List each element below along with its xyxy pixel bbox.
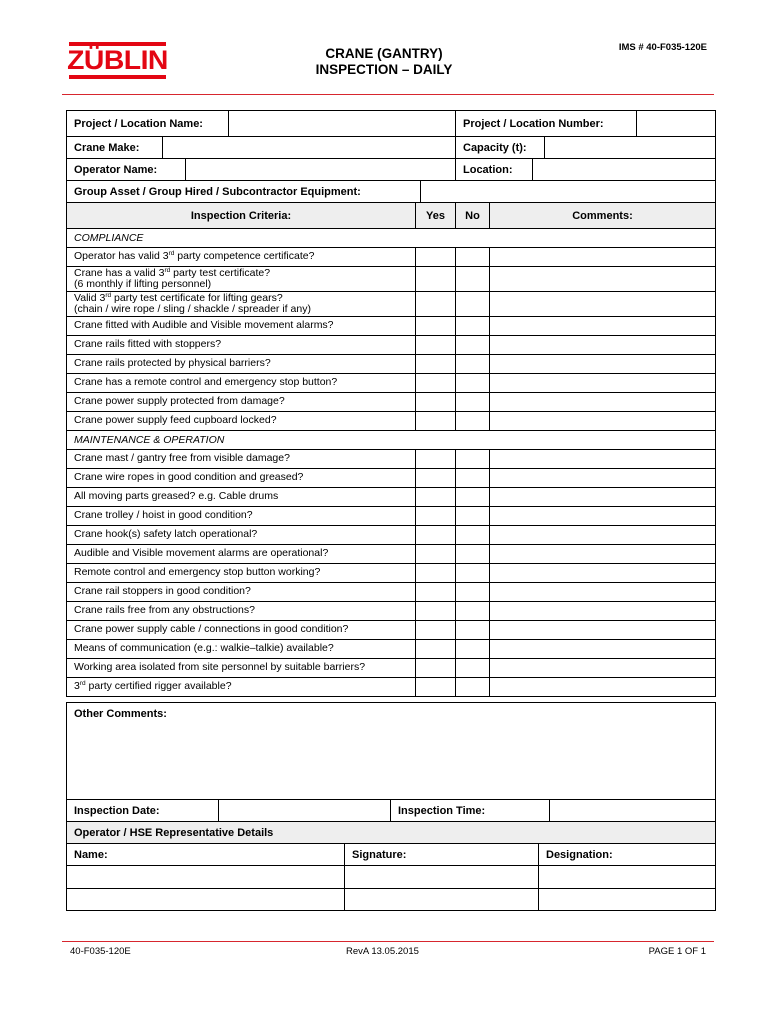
project-location-number-field[interactable] bbox=[637, 111, 716, 137]
criteria-line bbox=[74, 358, 415, 370]
criteria-line bbox=[74, 396, 415, 408]
location-field[interactable] bbox=[533, 159, 716, 181]
criteria-row bbox=[67, 248, 716, 267]
yes-checkbox-cell[interactable] bbox=[416, 583, 456, 602]
comment-cell[interactable] bbox=[490, 292, 716, 317]
criteria-line bbox=[74, 643, 415, 655]
comment-cell[interactable] bbox=[490, 583, 716, 602]
criteria-row bbox=[67, 412, 716, 431]
yes-checkbox-cell[interactable] bbox=[416, 507, 456, 526]
criteria-line bbox=[74, 510, 415, 522]
project-location-name-label: Project / Location Name: bbox=[67, 111, 229, 137]
comment-cell[interactable] bbox=[490, 412, 716, 431]
name-label: Name: bbox=[67, 844, 345, 866]
criteria-row bbox=[67, 526, 716, 545]
no-checkbox-cell[interactable] bbox=[456, 374, 490, 393]
no-checkbox-cell[interactable] bbox=[456, 292, 490, 317]
inspection-time-label: Inspection Time: bbox=[391, 800, 550, 822]
criteria-text-pre: Remote control and emergency stop button working? bbox=[74, 566, 321, 579]
section-row bbox=[67, 431, 716, 450]
criteria-text bbox=[67, 292, 416, 317]
criteria-text-post: party test certificate? bbox=[170, 266, 271, 279]
criteria-header-row bbox=[67, 203, 716, 229]
criteria-text-pre: Crane power supply feed cupboard locked? bbox=[74, 414, 277, 427]
criteria-text-pre: Audible and Visible movement alarms are operational? bbox=[74, 547, 329, 560]
footer-page: PAGE 1 OF 1 bbox=[648, 946, 706, 957]
ordinal-suffix: rd bbox=[105, 291, 112, 299]
criteria-row bbox=[67, 267, 716, 292]
no-checkbox-cell[interactable] bbox=[456, 545, 490, 564]
criteria-row bbox=[67, 393, 716, 412]
comments-header: Comments: bbox=[490, 203, 716, 229]
criteria-text-pre: Crane has a valid 3 bbox=[74, 266, 165, 279]
criteria-text bbox=[67, 602, 416, 621]
info-table-2 bbox=[66, 136, 716, 159]
yes-checkbox-cell[interactable] bbox=[416, 317, 456, 336]
designation-label: Designation: bbox=[539, 844, 716, 866]
criteria-row bbox=[67, 292, 716, 317]
ordinal-suffix: rd bbox=[79, 680, 86, 688]
criteria-row bbox=[67, 640, 716, 659]
ims-number: IMS # 40-F035-120E bbox=[618, 42, 707, 53]
criteria-text-pre: Crane trolley / hoist in good condition? bbox=[74, 509, 253, 522]
no-checkbox-cell[interactable] bbox=[456, 640, 490, 659]
criteria-text bbox=[67, 393, 416, 412]
criteria-row bbox=[67, 450, 716, 469]
operator-name-label: Operator Name: bbox=[67, 159, 186, 181]
criteria-line bbox=[74, 320, 415, 332]
section-row bbox=[67, 229, 716, 248]
other-comments-table bbox=[66, 702, 716, 800]
section-heading: MAINTENANCE & OPERATION bbox=[67, 431, 716, 450]
criteria-text bbox=[67, 336, 416, 355]
project-location-name-field[interactable] bbox=[229, 111, 456, 137]
yes-checkbox-cell[interactable] bbox=[416, 469, 456, 488]
no-header: No bbox=[456, 203, 490, 229]
yes-checkbox-cell[interactable] bbox=[416, 640, 456, 659]
criteria-row bbox=[67, 659, 716, 678]
comment-cell[interactable] bbox=[490, 248, 716, 267]
comment-cell[interactable] bbox=[490, 336, 716, 355]
yes-header: Yes bbox=[416, 203, 456, 229]
logo-text: ZÜBLIN bbox=[67, 45, 168, 75]
criteria-line bbox=[74, 377, 415, 389]
designation-field-2[interactable] bbox=[539, 889, 716, 911]
comment-cell[interactable] bbox=[490, 317, 716, 336]
criteria-text-pre: Crane rails fitted with stoppers? bbox=[74, 338, 222, 351]
criteria-text-pre: Crane hook(s) safety latch operational? bbox=[74, 528, 258, 541]
title-line-2: INSPECTION – DAILY bbox=[315, 62, 453, 77]
comment-cell[interactable] bbox=[490, 621, 716, 640]
crane-make-label: Crane Make: bbox=[67, 137, 163, 159]
comment-cell[interactable] bbox=[490, 267, 716, 292]
criteria-text-post: party test certificate for lifting gears? bbox=[111, 291, 283, 304]
inspection-table bbox=[66, 799, 716, 822]
no-checkbox-cell[interactable] bbox=[456, 602, 490, 621]
criteria-text-pre: Crane power supply protected from damage? bbox=[74, 395, 285, 408]
criteria-line bbox=[74, 548, 415, 560]
group-asset-label: Group Asset / Group Hired / Subcontractor Equipment: bbox=[67, 181, 421, 203]
no-checkbox-cell[interactable] bbox=[456, 678, 490, 697]
no-checkbox-cell[interactable] bbox=[456, 336, 490, 355]
criteria-header: Inspection Criteria: bbox=[67, 203, 416, 229]
criteria-text-pre: Crane power supply cable / connections in good condition? bbox=[74, 623, 349, 636]
criteria-text bbox=[67, 267, 416, 292]
criteria-line bbox=[74, 415, 415, 427]
criteria-text-pre: Crane mast / gantry free from visible damage? bbox=[74, 452, 290, 465]
ordinal-suffix: rd bbox=[164, 266, 171, 274]
capacity-label: Capacity (t): bbox=[456, 137, 545, 159]
yes-checkbox-cell[interactable] bbox=[416, 602, 456, 621]
criteria-text bbox=[67, 678, 416, 697]
criteria-line bbox=[74, 586, 415, 598]
criteria-text-pre: Crane has a remote control and emergency stop button? bbox=[74, 376, 338, 389]
criteria-text-pre: Working area isolated from site personnel by suitable barriers? bbox=[74, 661, 366, 674]
comment-cell[interactable] bbox=[490, 488, 716, 507]
criteria-text bbox=[67, 374, 416, 393]
criteria-note: (chain / wire rope / sling / shackle / spreader if any) bbox=[74, 303, 311, 315]
no-checkbox-cell[interactable] bbox=[456, 469, 490, 488]
signature-field-1[interactable] bbox=[345, 866, 539, 889]
no-checkbox-cell[interactable] bbox=[456, 267, 490, 292]
comment-cell[interactable] bbox=[490, 526, 716, 545]
criteria-row bbox=[67, 583, 716, 602]
comment-cell[interactable] bbox=[490, 374, 716, 393]
criteria-line bbox=[74, 491, 415, 503]
inspection-time-field[interactable] bbox=[550, 800, 716, 822]
yes-checkbox-cell[interactable] bbox=[416, 336, 456, 355]
capacity-field[interactable] bbox=[545, 137, 716, 159]
criteria-line bbox=[74, 339, 415, 351]
inspection-date-field[interactable] bbox=[219, 800, 391, 822]
yes-checkbox-cell[interactable] bbox=[416, 450, 456, 469]
criteria-text bbox=[67, 583, 416, 602]
criteria-line bbox=[74, 529, 415, 541]
header-divider bbox=[62, 94, 714, 95]
location-label: Location: bbox=[456, 159, 533, 181]
details-table bbox=[66, 821, 716, 911]
no-checkbox-cell[interactable] bbox=[456, 583, 490, 602]
name-field-1[interactable] bbox=[67, 866, 345, 889]
info-table-4 bbox=[66, 180, 716, 203]
criteria-text bbox=[67, 659, 416, 678]
no-checkbox-cell[interactable] bbox=[456, 450, 490, 469]
other-comments-label[interactable]: Other Comments: bbox=[67, 703, 716, 800]
signature-field-2[interactable] bbox=[345, 889, 539, 911]
yes-checkbox-cell[interactable] bbox=[416, 374, 456, 393]
comment-cell[interactable] bbox=[490, 450, 716, 469]
no-checkbox-cell[interactable] bbox=[456, 526, 490, 545]
no-checkbox-cell[interactable] bbox=[456, 507, 490, 526]
comment-cell[interactable] bbox=[490, 545, 716, 564]
footer-code: 40-F035-120E bbox=[70, 946, 131, 957]
criteria-text bbox=[67, 469, 416, 488]
footer-divider bbox=[62, 941, 714, 942]
criteria-text-pre: Crane rail stoppers in good condition? bbox=[74, 585, 251, 598]
group-asset-field[interactable] bbox=[421, 181, 716, 203]
info-table bbox=[66, 110, 716, 137]
no-checkbox-cell[interactable] bbox=[456, 488, 490, 507]
criteria-row bbox=[67, 488, 716, 507]
title-line-1: CRANE (GANTRY) bbox=[325, 46, 443, 61]
criteria-text bbox=[67, 488, 416, 507]
operator-name-field[interactable] bbox=[186, 159, 456, 181]
no-checkbox-cell[interactable] bbox=[456, 248, 490, 267]
criteria-line bbox=[74, 251, 415, 263]
criteria-text bbox=[67, 507, 416, 526]
criteria-text bbox=[67, 317, 416, 336]
no-checkbox-cell[interactable] bbox=[456, 412, 490, 431]
signature-label: Signature: bbox=[345, 844, 539, 866]
project-location-number-label: Project / Location Number: bbox=[456, 111, 637, 137]
criteria-row bbox=[67, 317, 716, 336]
yes-checkbox-cell[interactable] bbox=[416, 526, 456, 545]
no-checkbox-cell[interactable] bbox=[456, 355, 490, 374]
criteria-text bbox=[67, 248, 416, 267]
criteria-line bbox=[74, 453, 415, 465]
yes-checkbox-cell[interactable] bbox=[416, 355, 456, 374]
criteria-text-pre: Operator has valid 3 bbox=[74, 250, 169, 263]
info-table-3 bbox=[66, 158, 716, 181]
yes-checkbox-cell[interactable] bbox=[416, 267, 456, 292]
criteria-row bbox=[67, 374, 716, 393]
criteria-text-pre: All moving parts greased? e.g. Cable drums bbox=[74, 490, 279, 503]
footer-revision: RevA 13.05.2015 bbox=[346, 946, 419, 957]
criteria-text-pre: Crane wire ropes in good condition and greased? bbox=[74, 471, 304, 484]
criteria-text-pre: Crane rails free from any obstructions? bbox=[74, 604, 255, 617]
no-checkbox-cell[interactable] bbox=[456, 621, 490, 640]
criteria-text-pre: 3 bbox=[74, 680, 80, 693]
yes-checkbox-cell[interactable] bbox=[416, 412, 456, 431]
criteria-text bbox=[67, 355, 416, 374]
criteria-text-pre: Valid 3 bbox=[74, 291, 106, 304]
criteria-text bbox=[67, 412, 416, 431]
criteria-text-pre: Crane rails protected by physical barriers? bbox=[74, 357, 271, 370]
criteria-row bbox=[67, 469, 716, 488]
comment-cell[interactable] bbox=[490, 602, 716, 621]
comment-cell[interactable] bbox=[490, 355, 716, 374]
name-field-2[interactable] bbox=[67, 889, 345, 911]
ordinal-suffix: rd bbox=[168, 250, 175, 258]
criteria-line bbox=[74, 624, 415, 636]
no-checkbox-cell[interactable] bbox=[456, 317, 490, 336]
yes-checkbox-cell[interactable] bbox=[416, 678, 456, 697]
criteria-row bbox=[67, 678, 716, 697]
yes-checkbox-cell[interactable] bbox=[416, 248, 456, 267]
criteria-text-post: party certified rigger available? bbox=[85, 680, 232, 693]
yes-checkbox-cell[interactable] bbox=[416, 292, 456, 317]
designation-field-1[interactable] bbox=[539, 866, 716, 889]
criteria-table bbox=[66, 202, 716, 697]
comment-cell[interactable] bbox=[490, 659, 716, 678]
criteria-text bbox=[67, 621, 416, 640]
no-checkbox-cell[interactable] bbox=[456, 564, 490, 583]
comment-cell[interactable] bbox=[490, 678, 716, 697]
criteria-line bbox=[74, 605, 415, 617]
criteria-body bbox=[67, 203, 716, 697]
comment-cell[interactable] bbox=[490, 469, 716, 488]
no-checkbox-cell[interactable] bbox=[456, 393, 490, 412]
comment-cell[interactable] bbox=[490, 393, 716, 412]
yes-checkbox-cell[interactable] bbox=[416, 488, 456, 507]
yes-checkbox-cell[interactable] bbox=[416, 393, 456, 412]
criteria-note: (6 monthly if lifting personnel) bbox=[74, 278, 212, 290]
criteria-text-pre: Crane fitted with Audible and Visible movement alarms? bbox=[74, 319, 334, 332]
yes-checkbox-cell[interactable] bbox=[416, 659, 456, 678]
yes-checkbox-cell[interactable] bbox=[416, 564, 456, 583]
details-heading: Operator / HSE Representative Details bbox=[67, 822, 716, 844]
criteria-text-post: party competence certificate? bbox=[174, 250, 315, 263]
no-checkbox-cell[interactable] bbox=[456, 659, 490, 678]
criteria-text bbox=[67, 545, 416, 564]
criteria-text bbox=[67, 526, 416, 545]
criteria-row bbox=[67, 355, 716, 374]
criteria-row bbox=[67, 507, 716, 526]
comment-cell[interactable] bbox=[490, 564, 716, 583]
criteria-text bbox=[67, 564, 416, 583]
criteria-row bbox=[67, 545, 716, 564]
section-heading: COMPLIANCE bbox=[67, 229, 716, 248]
criteria-row bbox=[67, 336, 716, 355]
criteria-text bbox=[67, 640, 416, 659]
yes-checkbox-cell[interactable] bbox=[416, 545, 456, 564]
criteria-line bbox=[74, 662, 415, 674]
criteria-row bbox=[67, 602, 716, 621]
criteria-line bbox=[74, 567, 415, 579]
inspection-date-label: Inspection Date: bbox=[67, 800, 219, 822]
crane-make-field[interactable] bbox=[163, 137, 456, 159]
yes-checkbox-cell[interactable] bbox=[416, 621, 456, 640]
comment-cell[interactable] bbox=[490, 507, 716, 526]
criteria-row bbox=[67, 564, 716, 583]
criteria-text bbox=[67, 450, 416, 469]
criteria-line bbox=[74, 681, 415, 693]
criteria-text-pre: Means of communication (e.g.: walkie–talkie) available? bbox=[74, 642, 334, 655]
comment-cell[interactable] bbox=[490, 640, 716, 659]
criteria-line bbox=[74, 472, 415, 484]
criteria-row bbox=[67, 621, 716, 640]
